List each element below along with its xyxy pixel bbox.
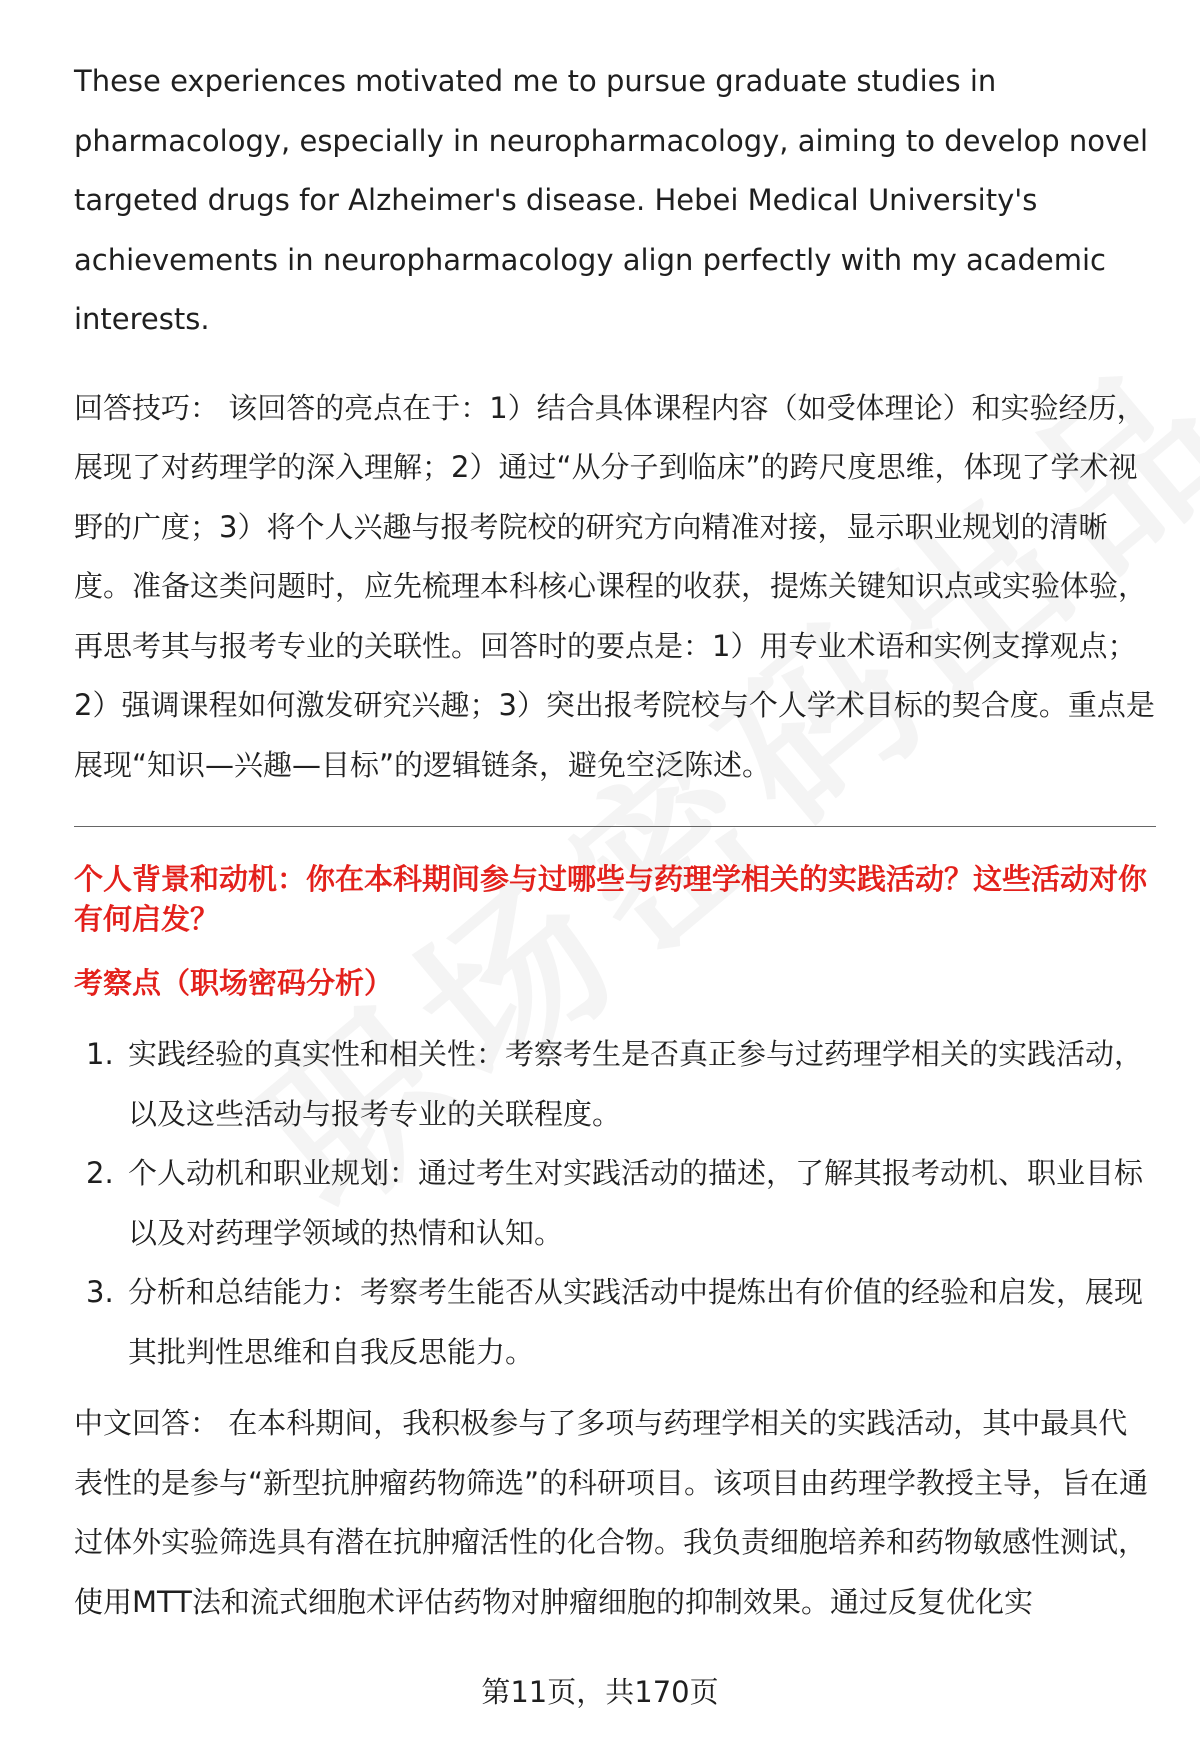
assessment-list xyxy=(74,1025,1156,1382)
list-item-text: 实践经验的真实性和相关性：考察考生是否真正参与过药理学相关的实践活动，以及这些活动与报考专业的关联程度。 xyxy=(128,1037,1144,1131)
intro-paragraph: These experiences motivated me to pursue graduate studies in pharmacology, especially in neuropharmacology, aiming to develop novel targeted drugs for Alzheimer's disease. Hebei Medical University's achievements in neuropharmacology align perfectly with my academic interests. xyxy=(74,64,1149,336)
list-item xyxy=(74,1025,1156,1144)
tips-paragraph: 回答技巧： 该回答的亮点在于：1）结合具体课程内容（如受体理论）和实验经历，展现了对药理学的深入理解；2）通过“从分子到临床”的跨尺度思维，体现了学术视野的广度；3）将个人兴趣与报考院校的研究方向精准对接，显示职业规划的清晰度。准备这类问题时，应先梳理本科核心课程的收获，提炼关键知识点或实验体验，再思考其与报考专业的关联性。回答时的要点是：1）用专业术语和实例支撑观点；2）强调课程如何激发研究兴趣；3）突出报考院校与个人学术目标的契合度。重点是展现“知识—兴趣—目标”的逻辑链条，避免空泛陈述。 xyxy=(74,390,1155,782)
answer-paragraph: 中文回答： 在本科期间，我积极参与了多项与药理学相关的实践活动，其中最具代表性的是参与“新型抗肿瘤药物筛选”的科研项目。该项目由药理学教授主导，旨在通过体外实验筛选具有潜在抗肿瘤活性的化合物。我负责细胞培养和药物敏感性测试，使用MTT法和流式细胞术评估药物对肿瘤细胞的抑制效果。通过反复优化实 xyxy=(74,1406,1149,1619)
list-item xyxy=(74,1263,1156,1382)
list-item-number: 1. xyxy=(86,1037,114,1071)
list-item xyxy=(74,1144,1156,1263)
assessment-heading: 考察点（职场密码分析） xyxy=(74,966,394,1000)
question-heading: 个人背景和动机：你在本科期间参与过哪些与药理学相关的实践活动？这些活动对你有何启发？ xyxy=(74,862,1148,936)
section-divider xyxy=(74,826,1156,827)
list-item-number: 2. xyxy=(86,1156,114,1190)
document-page xyxy=(74,52,1156,1632)
page-footer: 第11页，共170页 xyxy=(481,1675,719,1709)
list-item-text: 个人动机和职业规划：通过考生对实践活动的描述，了解其报考动机、职业目标以及对药理学领域的热情和认知。 xyxy=(128,1156,1144,1250)
list-item-number: 3. xyxy=(86,1275,114,1309)
list-item-text: 分析和总结能力：考察考生能否从实践活动中提炼出有价值的经验和启发，展现其批判性思维和自我反思能力。 xyxy=(128,1275,1144,1369)
